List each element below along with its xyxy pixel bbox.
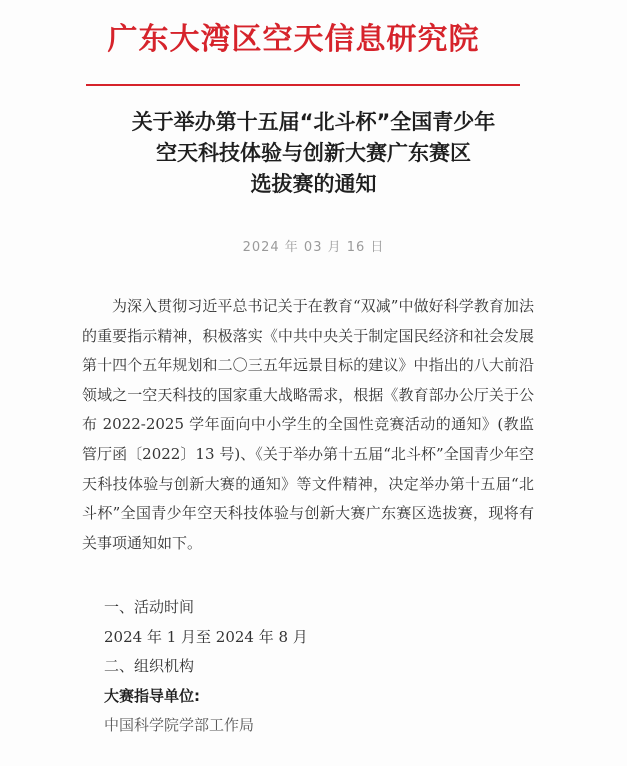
organization-header: 广东大湾区空天信息研究院 [107,22,480,57]
intro-paragraph: 为深入贯彻习近平总书记关于在教育“双减”中做好科学教育加法的重要指示精神，积极落实《中共中央关于制定国民经济和社会发展第十四个五年规划和二〇三五年远景目标的建议》中指出的八大前沿领域之一空天科技的国家重大战略需求，根据《教育部办公厅关于公布 2022-2025 学年面向中小学生的全国性竞赛活动的通知》(教监管厅函〔2022〕13 号)、《关于举办第十五届“北斗杯”全国青少年空天科技体验与创新大赛的通知》等文件精神，决定举办第十五届“北斗杯”全国青少年空天科技体验与创新大赛广东赛区选拔赛，现将有关事项通知如下。 [82,297,534,552]
section-2-heading: 二、组织机构 [104,657,195,675]
section-1-content: 2024 年 1 月至 2024 年 8 月 [104,628,308,646]
section-1-heading: 一、活动时间 [104,598,195,616]
publish-date: 2024 年 03 月 16 日 [242,240,385,255]
guidance-unit-name: 中国科学院学部工作局 [104,716,255,734]
notice-title [0,107,627,200]
notice-title-line-1: 关于举办第十五届“北斗杯”全国青少年 [131,110,496,134]
header-divider [86,84,520,86]
notice-title-line-2: 空天科技体验与创新大赛广东赛区 [156,141,471,165]
notice-title-line-3: 选拔赛的通知 [250,172,377,196]
guidance-unit-label: 大赛指导单位: [104,687,200,705]
